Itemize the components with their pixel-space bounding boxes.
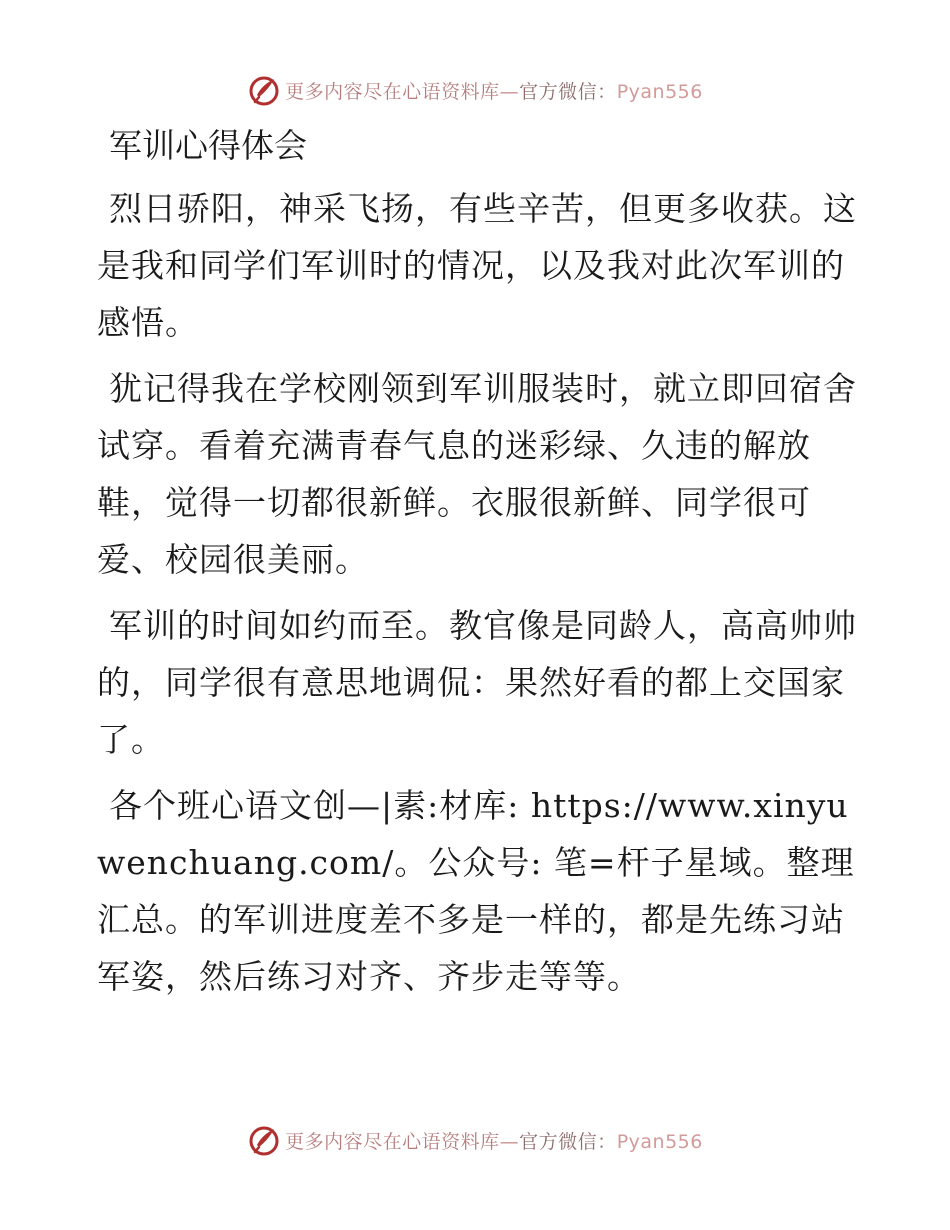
- paragraph-4: 各个班心语文创—|素:材库: https://www.xinyuwenchuang.com/。公众号: 笔=杆子星域。整理汇总。的军训进度差不多是一样的，都是先练习站军姿，然后练习对齐、齐步走等等。: [97, 786, 855, 996]
- banner-text: [285, 77, 703, 104]
- banner-separator: —: [499, 80, 520, 103]
- paragraph-3: 军训的时间如约而至。教官像是同龄人，高高帅帅的，同学很有意思地调侃：果然好看的都上交国家了。: [97, 606, 857, 759]
- banner-wechat-label: 官方微信：: [519, 80, 617, 103]
- footer-banner: [0, 1120, 950, 1160]
- header-banner: [0, 70, 950, 110]
- quill-logo-icon: [247, 1123, 281, 1157]
- document-title: 军训心得体会: [109, 126, 307, 165]
- quill-logo-icon: [247, 73, 281, 107]
- banner-handle: Pyan556: [616, 80, 703, 103]
- paragraph-2: 犹记得我在学校刚领到军训服装时，就立即回宿舍试穿。看着充满青春气息的迷彩绿、久违的解放鞋，觉得一切都很新鲜。衣服很新鲜、同学很可爱、校园很美丽。: [97, 369, 857, 579]
- banner-brand: 更多内容尽在心语资料库: [285, 1130, 500, 1153]
- banner-brand: 更多内容尽在心语资料库: [285, 80, 500, 103]
- banner-wechat-label: 官方微信：: [519, 1130, 617, 1153]
- banner-separator: —: [499, 1130, 520, 1153]
- paragraph-1: 烈日骄阳，神采飞扬，有些辛苦，但更多收获。这是我和同学们军训时的情况，以及我对此次军训的感悟。: [97, 189, 857, 342]
- document-body: [97, 118, 857, 1014]
- banner-handle: Pyan556: [616, 1130, 703, 1153]
- banner-text: [285, 1127, 703, 1154]
